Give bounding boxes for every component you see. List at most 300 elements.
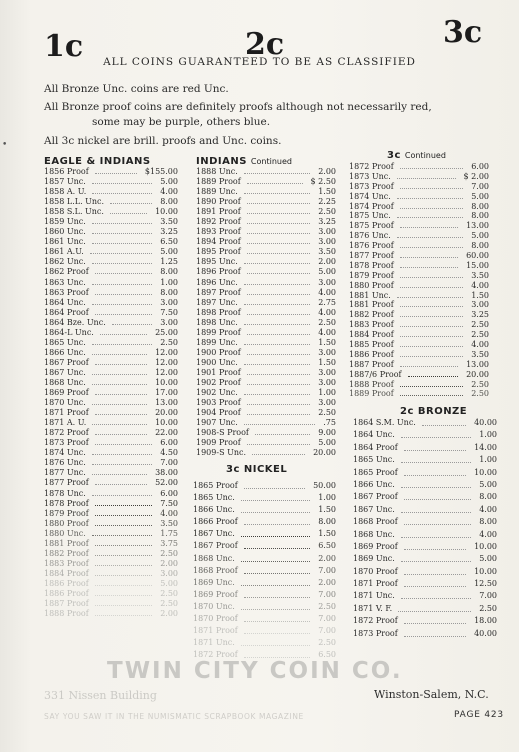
dot-leader [247,203,310,204]
dot-leader [241,512,310,513]
coin-description: 1874 Unc. [44,448,86,458]
coin-description: 1880 Proof [349,280,394,290]
coin-price: 4.00 [471,340,489,350]
coin-description: 1874 Unc. [349,191,391,201]
dot-leader [244,284,310,285]
coin-price: 3.50 [471,270,489,280]
dot-leader [397,198,463,199]
eagle-indians-price-list [44,167,178,619]
price-row [44,338,178,348]
indians-continued-heading [196,156,292,167]
dot-leader [244,394,310,395]
coin-description: 1869 Unc. [193,577,235,587]
coin-description: 1872 Proof [353,616,398,626]
price-row [196,288,336,298]
coin-price: 52.00 [155,478,178,488]
dot-leader [95,605,152,606]
coin-description: 1868 Proof [193,565,238,575]
dot-leader [247,243,310,244]
price-row [353,578,497,590]
coin-description: 1868 Proof [353,517,398,527]
coin-price: 1.00 [318,388,336,398]
coin-price: 1.50 [318,187,336,197]
dot-leader [247,223,310,224]
coin-description: 1873 Proof [44,438,89,448]
coin-price: 10.00 [474,541,497,551]
coin-description: 1876 Proof [349,241,394,251]
coin-description: 1872 Proof [193,650,238,660]
coin-description: 1902 Proof [196,377,241,387]
coin-price: 7.00 [160,458,178,468]
coin-description: 1874 Proof [349,201,394,211]
coin-price: 4.00 [479,504,497,514]
coin-description: 1889 Proof [196,177,241,187]
dot-leader [244,633,310,634]
price-row [349,389,489,399]
coin-description: 1883 Proof [349,320,394,330]
coin-description: 1876 Unc. [44,458,86,468]
coin-description: 1881 Unc. [349,290,391,300]
coin-description: 1873 Proof [353,628,398,638]
coin-price: 5.00 [160,177,178,187]
coin-price: 4.00 [471,280,489,290]
coin-price: 8.00 [160,197,178,207]
coin-price: 5.00 [318,267,336,277]
coin-description: 1864 Proof [353,442,398,452]
price-row [193,625,336,637]
dot-leader [92,263,152,264]
coin-price: 2.50 [471,379,489,389]
coin-price: 38.00 [155,468,178,478]
dot-leader [241,585,310,586]
coin-price: 3.00 [318,398,336,408]
coin-description: 1887/6 Proof [349,369,402,379]
coin-description: 1863 Unc. [44,277,86,287]
price-row [196,197,336,207]
price-row [44,247,178,257]
coin-price: 7.00 [318,614,336,624]
coin-description: 1909-S Unc. [196,448,247,458]
dot-leader [401,487,471,488]
coin-price: 3.00 [318,277,336,287]
price-row [44,187,178,197]
coin-price: 3.00 [318,237,336,247]
price-row [44,348,178,358]
coin-price: 6.00 [160,438,178,448]
coin-description: 1889 Unc. [196,187,238,197]
price-row [44,207,178,217]
dot-leader [404,524,471,525]
price-row [353,417,497,429]
dot-leader [92,454,152,455]
coin-price: 8.00 [471,201,489,211]
price-row [193,637,336,649]
eagle-indians-heading [44,156,151,167]
dot-leader [400,257,458,258]
coin-description: 1881 Proof [44,538,89,548]
coin-description: 1882 Proof [44,548,89,558]
coin-price: 8.00 [160,267,178,277]
price-row [44,549,178,559]
coin-description: 1859 Unc. [44,217,86,227]
price-row [349,251,489,261]
price-row [353,541,497,553]
price-row [349,370,489,380]
coin-price: 3.50 [160,518,178,528]
dot-leader [400,336,463,337]
price-row [44,529,178,539]
coin-description: 1856 Proof [44,167,89,176]
denomination-2c-heading: 2c [245,27,285,62]
coin-description: 1868 Unc. [193,553,235,563]
dot-leader [247,294,310,295]
indians-heading-text: INDIANS [196,156,247,167]
coin-description: 1865 Proof [193,481,238,490]
coin-price: 1.50 [471,290,489,300]
price-row [349,221,489,231]
coin-description: 1889 Proof [349,389,394,399]
dot-leader [92,495,152,496]
coin-price: 2.50 [160,588,178,598]
coin-price: 13.00 [466,359,489,369]
dot-leader [400,356,463,357]
coin-price: 8.00 [479,492,497,502]
dot-leader [408,376,458,377]
coin-price: $ 2.00 [463,171,489,181]
dot-leader [95,615,152,616]
coin-price: 13.00 [155,398,178,408]
coin-price: 60.00 [466,251,489,261]
coin-price: 5.00 [471,231,489,241]
dot-leader [95,444,152,445]
coin-price: 4.00 [160,508,178,518]
note-bronze-proof: All Bronze proof coins are definitely proofs although not necessarily red, [44,101,432,113]
coin-description: 1887 Proof [44,599,89,609]
coin-description: 1896 Proof [196,267,241,277]
price-row [44,539,178,549]
price-row [44,499,178,509]
price-row [196,388,336,398]
coin-price: 25.00 [155,327,178,337]
dot-leader [244,488,305,489]
3c-continued-heading [387,150,446,161]
price-row [193,492,336,504]
price-row [44,418,178,428]
coin-price: 3.00 [160,297,178,307]
magazine-tagline: SAY YOU SAW IT IN THE NUMISMATIC SCRAPBOOK MAGAZINE [44,712,304,721]
dot-leader [247,334,310,335]
price-row [353,566,497,578]
coin-description: 1907 Unc. [196,418,238,428]
dot-leader [95,484,147,485]
price-row [44,237,178,247]
coin-price: 5.00 [479,554,497,564]
coin-price: 12.00 [155,367,178,377]
coin-description: 1893 Proof [196,227,241,237]
dot-leader [92,535,152,536]
dot-leader [400,306,463,307]
dot-leader [92,384,147,385]
coin-price: 2.50 [471,320,489,330]
price-row [196,398,336,408]
dot-leader [95,273,152,274]
coin-price: 10.00 [155,418,178,428]
coin-description: 1902 Unc. [196,388,238,398]
coin-price: 3.25 [318,217,336,227]
price-row [44,217,178,227]
coin-price: 2.75 [318,297,336,307]
price-row [353,628,497,640]
coin-description: 1864 Unc. [44,297,86,307]
price-row [44,257,178,267]
coin-description: 1862 Unc. [44,257,86,267]
dot-leader [400,247,463,248]
coin-price: 20.00 [155,408,178,418]
dot-leader [247,253,310,254]
dot-leader [252,454,305,455]
dot-leader [241,609,310,610]
coin-description: 1886 Proof [349,349,394,359]
coin-description: 1864 Bze. Unc. [44,317,106,327]
price-row [193,577,336,589]
coin-description: 1861 Unc. [44,237,86,247]
dot-leader [92,474,147,475]
coin-description: 1888 Unc. [196,167,238,176]
price-row [196,237,336,247]
coin-price: 5.00 [479,479,497,489]
dot-leader [92,183,152,184]
coin-price: 10.00 [155,377,178,387]
dot-leader [400,395,463,396]
dot-leader [95,173,137,174]
price-row [353,516,497,528]
price-row [349,340,489,350]
coin-description: 1881 Proof [349,300,394,310]
dot-leader [255,434,310,435]
coin-description: 1865 Proof [353,467,398,477]
price-row [349,192,489,202]
coin-description: 1866 Unc. [193,505,235,515]
coin-price: 1.00 [479,430,497,440]
dot-leader [95,545,152,546]
coin-price: 2.50 [318,638,336,648]
dot-leader [401,512,471,513]
price-row [196,257,336,267]
dot-leader [247,444,310,445]
coin-price: 2.00 [318,257,336,267]
dot-leader [397,178,456,179]
dot-leader [92,344,152,345]
coin-price: 7.00 [318,589,336,599]
coin-description: 1869 Unc. [353,554,395,564]
coin-price: 2.25 [318,197,336,207]
coin-description: 1870 Proof [353,566,398,576]
dot-leader [90,253,152,254]
coin-price: 5.00 [318,438,336,448]
coin-price: 2.50 [318,317,336,327]
coin-description: 1871 Proof [44,408,89,418]
2c-bronze-price-list [353,417,497,640]
dot-leader [247,374,310,375]
coin-description: 1892 Proof [196,217,241,227]
3c-heading-text: 3c [387,150,401,161]
dot-leader [100,334,147,335]
price-row [44,408,178,418]
coin-price: 22.00 [155,428,178,438]
price-row [353,442,497,454]
coin-price: 3.00 [318,377,336,387]
dot-leader [400,188,463,189]
dot-leader [398,611,471,612]
coin-price: 6.00 [160,488,178,498]
coin-description: 1870 Proof [193,614,238,624]
margin-tick-mark: • [2,140,8,150]
coin-price: $ 2.50 [310,177,336,187]
price-row [196,338,336,348]
price-row [44,227,178,237]
coin-description: 1897 Proof [196,287,241,297]
coin-description: 1873 Unc. [349,171,391,181]
dot-leader [404,475,466,476]
indians-continued-label: Continued [250,157,292,166]
dot-leader [92,223,152,224]
coin-description: 1883 Proof [44,558,89,568]
coin-price: 1.50 [318,529,336,539]
coin-price: 6.00 [471,162,489,171]
coin-price: 12.00 [155,357,178,367]
price-row [193,504,336,516]
coin-description: 1898 Unc. [196,317,238,327]
price-row [44,328,178,338]
price-row [44,197,178,207]
note-bronze-proof-cont: some may be purple, others blue. [92,116,271,128]
dot-leader [247,273,310,274]
coin-price: 8.00 [471,211,489,221]
coin-description: 1894 Proof [196,237,241,247]
price-row [196,408,336,418]
coin-description: 1886 Proof [44,578,89,588]
price-row [349,241,489,251]
coin-description: 1867 Proof [353,492,398,502]
coin-description: 1867 Proof [44,357,89,367]
coin-price: $155.00 [144,167,178,176]
dot-leader [400,277,463,278]
price-row [44,458,178,468]
dot-leader [247,183,303,184]
price-row [349,182,489,192]
note-bronze-unc: All Bronze Unc. coins are red Unc. [44,83,229,95]
coin-price: 8.00 [160,287,178,297]
dot-leader [244,344,310,345]
coin-description: 1871 Proof [193,626,238,636]
coin-price: 6.50 [318,650,336,660]
coin-description: 1890 Proof [196,197,241,207]
coin-price: 1.75 [160,528,178,538]
coin-price: 2.50 [471,389,489,399]
coin-price: 10.00 [474,566,497,576]
coin-price: 5.00 [160,578,178,588]
coin-price: 4.00 [160,187,178,197]
price-row [44,378,178,388]
price-row [196,278,336,288]
price-row [44,489,178,499]
coin-description: 1909 Proof [196,438,241,448]
dot-leader [92,374,147,375]
price-row [196,298,336,308]
coin-price: 40.00 [474,628,497,638]
price-row [353,615,497,627]
dot-leader [95,595,152,596]
price-row [193,565,336,577]
price-row [349,350,489,360]
price-row [196,418,336,428]
dot-leader [397,297,463,298]
price-row [44,428,178,438]
price-row [349,211,489,221]
price-row [193,480,336,492]
price-row [349,291,489,301]
coin-description: 1864-L Unc. [44,327,94,337]
dot-leader [95,575,152,576]
coin-description: 1861 A.U. [44,247,84,257]
coin-price: 3.50 [160,217,178,227]
dot-leader [400,227,458,228]
coin-description: 1871 A. U. [44,418,87,428]
coin-price: 3.00 [318,347,336,357]
coin-description: 1899 Proof [196,327,241,337]
3c-continued-label: Continued [404,151,446,160]
coin-price: 2.50 [318,601,336,611]
price-row [196,217,336,227]
coin-description: 1887 Proof [349,359,394,369]
dot-leader [92,404,147,405]
coin-price: 3.25 [471,310,489,320]
dot-leader [404,450,466,451]
dot-leader [244,524,310,525]
dot-leader [400,267,458,268]
price-row [44,358,178,368]
company-city: Winston-Salem, N.C. [374,688,489,701]
dot-leader [95,505,152,506]
price-row [353,553,497,565]
coin-description: 1879 Proof [44,508,89,518]
coin-price: 9.00 [318,428,336,438]
price-row [44,288,178,298]
coin-price: 40.00 [474,418,497,427]
coin-description: 1866 Unc. [44,347,86,357]
price-row [196,438,336,448]
price-row [193,553,336,565]
dot-leader [247,213,310,214]
dot-leader [244,621,310,622]
dot-leader [95,364,147,365]
coin-price: 3.75 [160,538,178,548]
coin-price: 3.00 [160,317,178,327]
3c-nickel-price-list [193,480,336,661]
price-row [349,162,489,172]
price-row [349,172,489,182]
coin-price: 7.00 [318,565,336,575]
coin-description: 1858 S.L. Unc. [44,207,104,217]
eagle-indians-heading-text: EAGLE & INDIANS [44,156,151,167]
coin-description: 1908-S Proof [196,428,249,438]
coin-price: 4.00 [318,307,336,317]
coin-description: 1857 Unc. [44,177,86,187]
coin-price: 7.00 [318,626,336,636]
coin-price: 3.50 [318,247,336,257]
coin-price: 5.00 [160,247,178,257]
coin-price: 3.00 [318,227,336,237]
